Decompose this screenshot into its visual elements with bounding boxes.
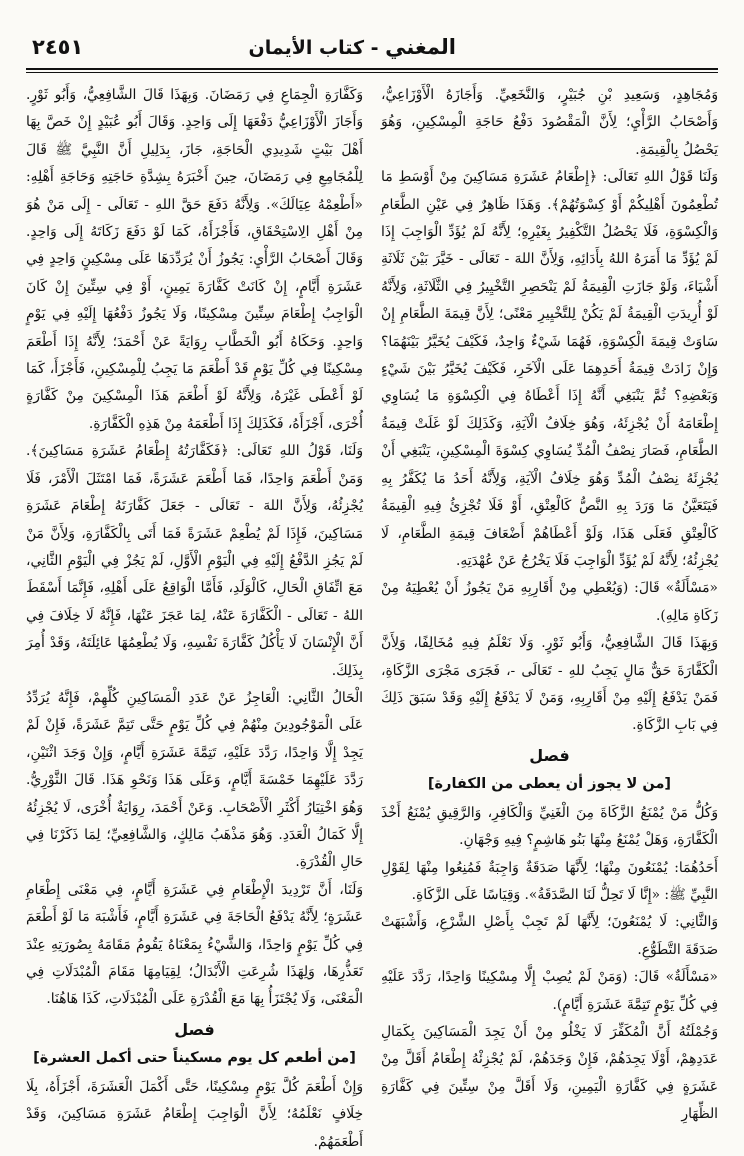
masala-paragraph: «مَسْأَلَةٌ» قَالَ: (وَيُعْطِي مِنْ أَقَارِبِهِ مَنْ يَجُوزُ أَنْ يُعْطِيَهُ مِنْ زَكَاةِ مَالِهِ). [381, 580, 718, 624]
paragraph: وَكَفَّارَةِ الْجِمَاعِ فِي رَمَضَانَ. وَبِهَذَا قَالَ الشَّافِعِيُّ، وَأَبُو ثَوْرٍ. وَأَجَازَ الْأَوْزَاعِيُّ دَفْعَهَا إِلَى وَاحِدٍ. وَقَالَ أَبُو عُبَيْدٍ إِنْ خَصَّ بِهَا أَهْلَ بَيْتٍ شَدِيدِي الْحَاجَةِ، جَازَ، بِدَلِيلِ أَنَّ النَّبِيَّ ﷺ قَالَ لِلْمُجَامِعِ فِي رَمَضَانَ، حِينَ أَخْبَرَهُ بِشِدَّةِ حَاجَتِهِ وَحَاجَةِ أَهْلِهِ: «أَطْعِمْهُ عِيَالَكَ». وَلِأَنَّهُ دَفَعَ حَقَّ اللهِ - تَعَالَى - إِلَى مَنْ هُوَ مِنْ أَهْلِ الِاسْتِحْقَاقِ، فَأَجْزَأَهُ، كَمَا لَوْ دَفَعَ زَكَاتَهُ إِلَى وَاحِدٍ. وَقَالَ أَصْحَابُ الرَّأْيِ: يَجُوزُ أَنْ يُرَدِّدَهَا عَلَى مِسْكِينٍ وَاحِدٍ فِي عَشَرَةِ أَيَّامٍ، إِنْ كَانَتْ كَفَّارَةَ يَمِينٍ، أَوْ فِي سِتِّينَ إِنْ كَانَ الْوَاجِبُ إِطْعَامَ سِتِّينَ مِسْكِينًا، وَلَا يَجُوزُ دَفْعُهَا إِلَيْهِ فِي يَوْمٍ وَاحِدٍ. وَحَكَاهُ أَبُو الْخَطَّابِ رِوَايَةً عَنْ أَحْمَدَ؛ لِأَنَّهُ إِذَا أَطْعَمَ مِسْكِينًا فِي كُلِّ يَوْمٍ قَدْ أَطْعَمَ مَا يَجِبُ لِلْمِسْكِينِ، فَأَجْزَأَ، كَمَا لَوْ أَعْطَى غَيْرَهُ، وَلِأَنَّهُ لَوْ أَطْعَمَ هَذَا الْمِسْكِينَ مِنْ كَفَّارَةٍ أُخْرَى، أَجْزَأَهُ، فَكَذَلِكَ إِذَا أَطْعَمَهُ مِنْ هَذِهِ الْكَفَّارَةِ. [26, 87, 363, 432]
book-title: المغني [385, 35, 456, 59]
section-heading: فصل [529, 745, 570, 765]
chapter-title: كتاب الأيمان [248, 37, 365, 59]
right-column [381, 82, 718, 1123]
paragraph: وَبِهَذَا قَالَ الشَّافِعِيُّ، وَأَبُو ثَوْرٍ. وَلَا نَعْلَمُ فِيهِ مُخَالِفًا، وَلِأَنَّ الْكَفَّارَةَ حَقٌّ مَالٍ يَجِبُ للهِ - تَعَالَى -، فَجَرَى مَجْرَى الزَّكَاةِ، فَمَنْ يَدْفَعُ إِلَيْهِ مِنْ أَقَارِبِهِ، وَمَنْ لَا يَدْفَعُ إِلَيْهِ وَقَدْ سَبَقَ ذَلِكَ فِي بَابِ الزَّكَاةِ. [381, 635, 718, 734]
paragraph: وَلَنَا، قَوْلُ اللهِ تَعَالَى: ﴿فَكَفَّارَتُهُ إِطْعَامُ عَشَرَةِ مَسَاكِينَ﴾. وَمَنْ أَطْعَمَ وَاحِدًا، فَمَا أَطْعَمَ عَشَرَةً، فَمَا امْتَثَلَ الْأَمْرَ، فَلَا يُجْزِئُهُ، وَلِأَنَّ اللهَ - تَعَالَى - جَعَلَ كَفَّارَتَهُ إِطْعَامَ عَشَرَةِ مَسَاكِينَ، فَإِذَا لَمْ يُطْعِمْ عَشَرَةً فَمَا أَتَى بِالْكَفَّارَةِ، وَلِأَنَّ مَنْ لَمْ يَجُزِ الدَّفْعُ إِلَيْهِ فِي الْيَوْمِ الْأَوَّلِ، لَمْ يَجُزْ فِي الْيَوْمِ الثَّانِي، مَعَ اتِّفَاقِ الْحَالِ، كَالْوَلَدِ، فَأَمَّا الْوَاقِعُ عَلَى أَهْلِهِ، فَإِنَّمَا أَسْقَطَ اللهُ - تَعَالَى - الْكَفَّارَةَ عَنْهُ، لِمَا عَجَزَ عَنْهَا، فَإِنَّهُ لَا خِلَافَ فِي أَنَّ الْإِنْسَانَ لَا يَأْكُلُ كَفَّارَةَ نَفْسِهِ، وَلَا يُطْعِمُهَا عَائِلَتَهُ، وَقَدْ أُمِرَ بِذَلِكَ. [26, 443, 363, 679]
paragraph: وَمُجَاهِدٍ، وَسَعِيدِ بْنِ جُبَيْرٍ، وَالنَّخَعِيِّ. وَأَجَازَهُ الْأَوْزَاعِيُّ، وَأَصْحَابُ الرَّأْيِ؛ لِأَنَّ الْمَقْصُودَ دَفْعُ حَاجَةِ الْمِسْكِينِ، وَهُوَ يَحْصُلُ بِالْقِيمَةِ. [381, 87, 718, 158]
text-columns [26, 82, 718, 1150]
title-separator: - [364, 37, 386, 59]
page-number: ٢٤٥١ [32, 35, 84, 59]
paragraph: وَالثَّانِي: لَا يُمْنَعُونَ؛ لِأَنَّهَا لَمْ تَجِبْ بِأَصْلِ الشَّرْعِ، وَأَشْبَهَتْ صَدَقَةَ التَّطَوُّعِ. [381, 914, 718, 958]
paragraph: وَجُمْلَتُهُ أَنَّ الْمُكَفِّرَ لَا يَخْلُو مِنْ أَنْ يَجِدَ الْمَسَاكِينَ بِكَمَالِ عَدَدِهِمْ، أَوْلَا يَجِدَهُمْ، فَإِنْ وَجَدَهُمْ، لَمْ يُجْزِئْهُ إِطْعَامُ أَقَلَّ مِنْ عَشَرَةٍ فِي كَفَّارَةِ الْيَمِينِ، وَلَا أَقَلَّ مِنْ سِتِّينَ فِي كَفَّارَةِ الظِّهَارِ [381, 1024, 718, 1123]
paragraph: أَحَدُهُمَا: يُمْنَعُونَ مِنْهَا؛ لِأَنَّهَا صَدَقَةٌ وَاجِبَةٌ فَمُنِعُوا مِنْهَا لِقَوْلِ النَّبِيِّ ﷺ: «إِنَّا لَا تَحِلُّ لَنَا الصَّدَقَةُ». وَقِيَاسًا عَلَى الزَّكَاةِ. [381, 859, 718, 903]
paragraph: وَإِنْ أَطْعَمَ كُلَّ يَوْمٍ مِسْكِينًا، حَتَّى أَكْمَلَ الْعَشَرَةَ، أَجْزَأَهُ، بِلَا خِلَافٍ نَعْلَمُهُ؛ لِأَنَّ الْوَاجِبَ إِطْعَامُ عَشَرَةِ مَسَاكِينَ، وَقَدْ أَطْعَمَهُمْ. [26, 1078, 363, 1150]
paragraph: وَلَنَا، أَنَّ تَرْدِيدَ الْإِطْعَامِ فِي عَشَرَةِ أَيَّامٍ، فِي مَعْنَى إِطْعَامِ عَشَرَةٍ؛ لِأَنَّهُ يَدْفَعُ الْحَاجَةَ فِي عَشَرَةِ أَيَّامٍ، فَأَشْبَهَ مَا لَوْ أَطْعَمَ فِي كُلِّ يَوْمٍ وَاحِدًا، وَالشَّيْءُ بِمَعْنَاهُ يَقُومُ مَقَامَهُ بِصُورَتِهِ عِنْدَ تَعَذُّرِهَا، وَلِهَذَا شُرِعَتِ الْأَبْدَالُ؛ لِقِيَامِهَا مَقَامَ الْمُبْدَلَاتِ فِي الْمَعْنَى، وَلَا يُجْتَزَأُ بِهَا مَعَ الْقُدْرَةِ عَلَى الْمُبْدَلَاتِ، كَذَا هَاهُنَا. [26, 881, 363, 1008]
running-title [249, 35, 457, 59]
paragraph: وَكُلُّ مَنْ يُمْنَعُ الزَّكَاةَ مِنَ الْغَنِيِّ وَالْكَافِرِ، وَالرَّقِيقِ يُمْنَعُ أَخْذَ الْكَفَّارَةِ، وَهَلْ يُمْنَعُ مِنْهَا بَنُو هَاشِمٍ؟ فِيهِ وَجْهَانِ. [381, 804, 718, 849]
masala-paragraph: «مَسْأَلَةٌ» قَالَ: (وَمَنْ لَمْ يُصِبْ إِلَّا مِسْكِينًا وَاحِدًا، رَدَّدَ عَلَيْهِ فِي كُلِّ يَوْمٍ تَتِمَّةَ عَشَرَةِ أَيَّامٍ). [381, 969, 718, 1013]
section-subheading: [من أطعم كل يوم مسكيناً حتى أكمل العشرة] [33, 1049, 356, 1066]
paragraph: الْحَالُ الثَّانِي: الْعَاجِزُ عَنْ عَدَدِ الْمَسَاكِينِ كُلِّهِمْ، فَإِنَّهُ يُرَدِّدُ عَلَى الْمَوْجُودِينَ مِنْهُمْ فِي كُلِّ يَوْمٍ حَتَّى تَتِمَّ عَشَرَةً، فَإِنْ لَمْ يَجِدْ إِلَّا وَاحِدًا، رَدَّدَ عَلَيْهِ، تَتِمَّةَ عَشَرَةِ أَيَّامٍ، وَإِنْ وَجَدَ اثْنَيْنِ، رَدَّدَ عَلَيْهِمَا خَمْسَةَ أَيَّامٍ، وَعَلَى هَذَا وَنَحْوِ هَذَا. قَالَ الثَّوْرِيُّ. وَهُوَ اخْتِيَارُ أَكْثَرِ الْأَصْحَابِ. وَعَنْ أَحْمَدَ، رِوَايَةٌ أُخْرَى، لَا يُجْزِئُهُ إِلَّا كَمَالُ الْعَدَدِ. وَهُوَ مَذْهَبُ مَالِكٍ، وَالشَّافِعِيِّ؛ لِمَا ذَكَرْنَا فِي حَالِ الْقُدْرَةِ. [26, 689, 363, 871]
section-subheading: [من لا يجوز أن يعطى من الكفارة] [427, 775, 672, 792]
section-heading: فصل [174, 1019, 215, 1039]
paragraph: وَلَنَا قَوْلُ اللهِ تَعَالَى: ﴿إِطْعَامُ عَشَرَةِ مَسَاكِينَ مِنْ أَوْسَطِ مَا تُطْعِمُونَ أَهْلِيكُمْ أَوْ كِسْوَتُهُمْ﴾. وَهَذَا ظَاهِرٌ فِي عَيْنِ الطَّعَامِ وَالْكِسْوَةِ، فَلَا يَحْصُلُ التَّكْفِيرُ بِغَيْرِهِ؛ لِأَنَّهُ لَمْ يُؤَدِّ الْوَاجِبَ إِذَا لَمْ يُؤَدِّ مَا أَمَرَهُ اللهُ بِأَدَائِهِ، وَلِأَنَّ اللهَ - تَعَالَى - خَيَّرَ بَيْنَ ثَلَاثَةِ أَشْيَاءَ، وَلَوْ جَازَتِ الْقِيمَةُ لَمْ يَنْحَصِرِ التَّخْيِيرُ فِي الثَّلَاثَةِ، وَلِأَنَّهُ لَوْ أُرِيدَتِ الْقِيمَةُ لَمْ يَكُنْ لِلتَّخْيِيرِ مَعْنًى؛ لِأَنَّ قِيمَةَ الطَّعَامِ إِنْ سَاوَتْ قِيمَةَ الْكِسْوَةِ، فَهُمَا شَيْءٌ وَاحِدٌ، فَكَيْفَ يُخَيَّرُ بَيْنَهُمَا؟ وَإِنْ زَادَتْ قِيمَةُ أَحَدِهِمَا عَلَى الْآخَرِ، فَكَيْفَ يُخَيَّرُ بَيْنَ شَيْءٍ وَبَعْضِهِ؟ ثُمَّ يَنْبَغِي أَنَّهُ إِذَا أَعْطَاهُ فِي الْكِسْوَةِ مَا يُسَاوِي إِطْعَامَهُ أَنْ يُجْزِئَهُ، وَهُوَ خِلَافُ الْآيَةِ، وَكَذَلِكَ لَوْ غَلَتْ قِيمَةُ الطَّعَامِ، فَصَارَ نِصْفُ الْمُدِّ يُسَاوِي كِسْوَةَ الْمِسْكِينِ، يَنْبَغِي أَنْ يُجْزِئَهُ نِصْفُ الْمُدِّ وَهُوَ خِلَافُ الْآيَةِ، وَلِأَنَّهُ أَحَدُ مَا يُكَفَّرُ بِهِ فَيَتَعَيَّنُ مَا وَرَدَ بِهِ النَّصُّ كَالْعِتْقِ، أَوْ فَلَا تُجْزِئُ فِيهِ الْقِيمَةُ كَالْعِتْقِ فَعَلَى هَذَا، وَلَوْ أَعْطَاهُمْ أَضْعَافَ قِيمَةِ الطَّعَامِ، لَا يُجْزِئُهُ؛ لِأَنَّهُ لَمْ يُؤَدِّ الْوَاجِبَ فَلَا يَخْرُجُ عَنْ عُهْدَتِهِ. [381, 169, 718, 569]
left-column [26, 82, 363, 1150]
running-header [26, 26, 718, 70]
